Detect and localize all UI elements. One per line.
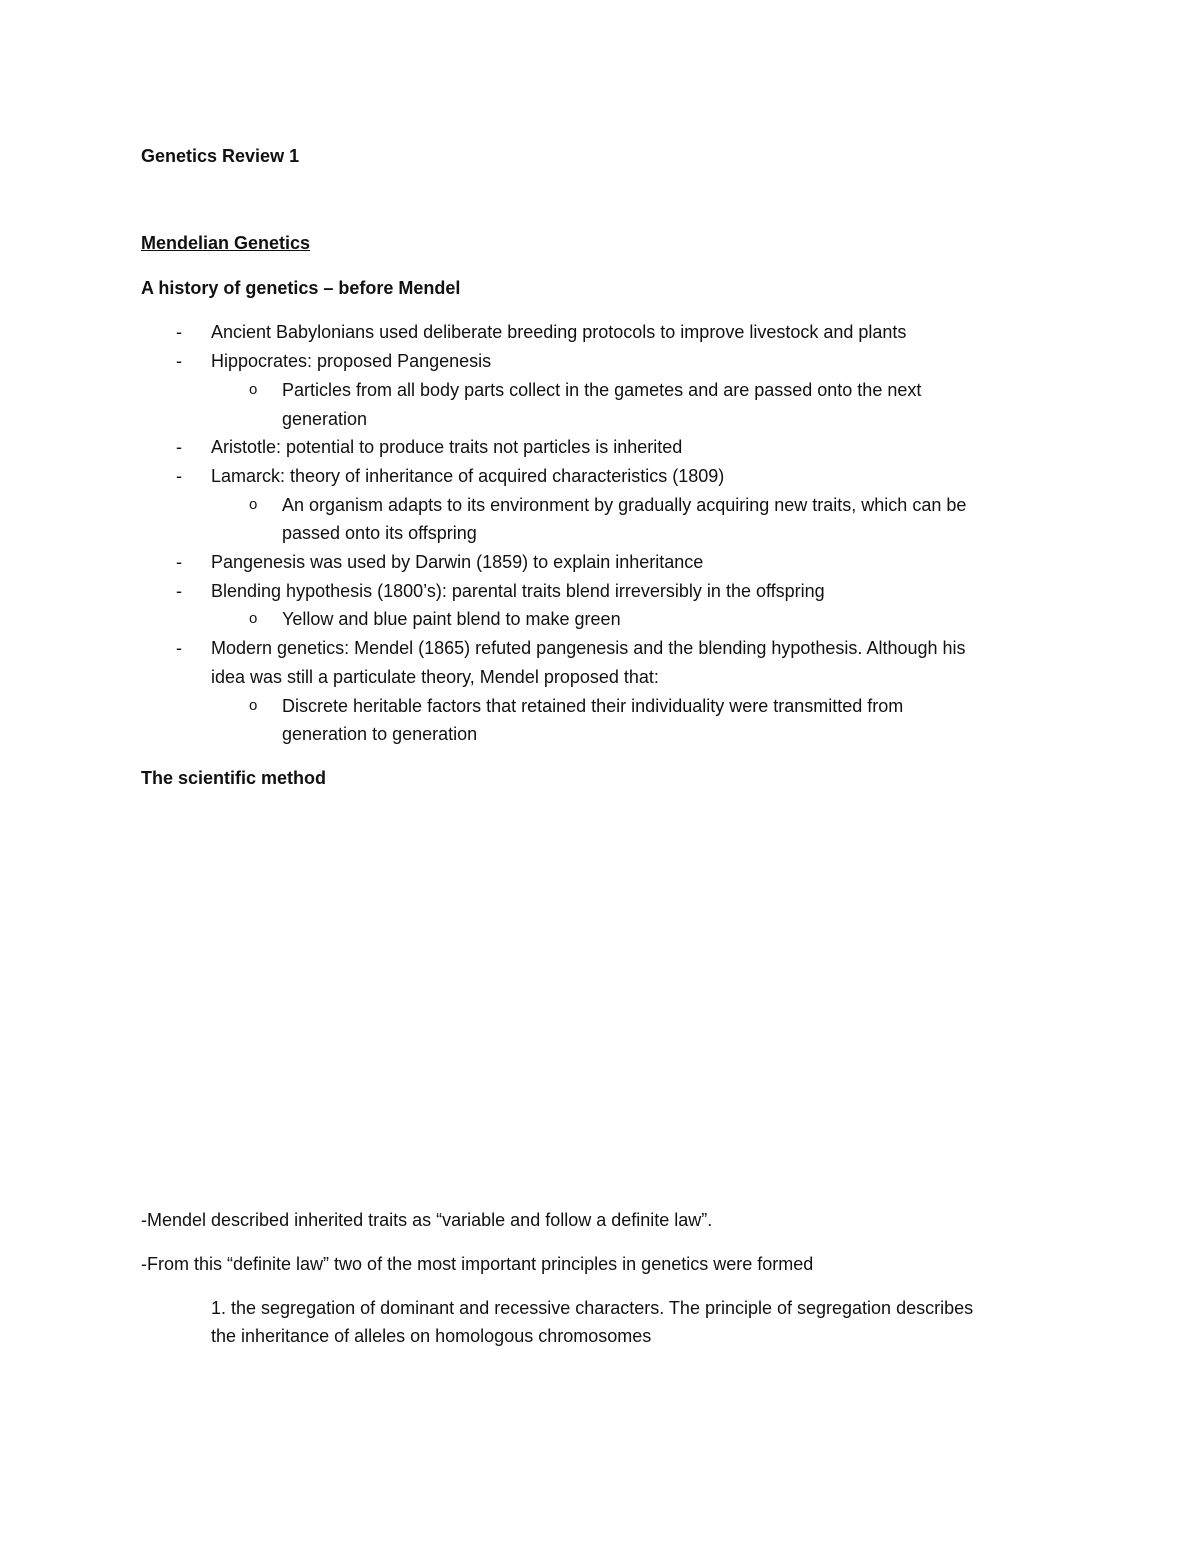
sub-bullet-marker: o xyxy=(249,610,258,627)
paragraph: -From this “definite law” two of the most important principles in genetics were formed xyxy=(141,1254,814,1274)
bullet-marker: - xyxy=(176,552,182,572)
list-item: Hippocrates: proposed Pangenesis xyxy=(211,351,492,371)
list-item: Lamarck: theory of inheritance of acquired characteristics (1809) xyxy=(211,466,725,486)
list-item: Pangenesis was used by Darwin (1859) to explain inheritance xyxy=(211,552,704,572)
bullet-marker: - xyxy=(176,581,182,601)
sub-list-item-continued: generation xyxy=(282,409,368,429)
sub-list-item-continued: passed onto its offspring xyxy=(282,523,477,543)
sub-list-item: Particles from all body parts collect in the gametes and are passed onto the next xyxy=(282,380,922,400)
list-item-continued: idea was still a particulate theory, Mendel proposed that: xyxy=(211,667,659,687)
sub-list-item: An organism adapts to its environment by gradually acquiring new traits, which can be xyxy=(282,495,967,515)
document-title: Genetics Review 1 xyxy=(141,146,300,166)
sub-list-item: Yellow and blue paint blend to make green xyxy=(282,609,621,629)
bullet-marker: - xyxy=(176,437,182,457)
paragraph: -Mendel described inherited traits as “variable and follow a definite law”. xyxy=(141,1210,713,1230)
bullet-marker: - xyxy=(176,351,182,371)
list-item: Modern genetics: Mendel (1865) refuted pangenesis and the blending hypothesis. Although his xyxy=(211,638,966,658)
principle-item-continued: the inheritance of alleles on homologous chromosomes xyxy=(211,1326,652,1346)
sub-list-item: Discrete heritable factors that retained their individuality were transmitted from xyxy=(282,696,904,716)
method-subheading: The scientific method xyxy=(141,768,327,788)
section-heading: Mendelian Genetics xyxy=(141,233,311,253)
sub-bullet-marker: o xyxy=(249,496,258,513)
list-item: Aristotle: potential to produce traits not particles is inherited xyxy=(211,437,683,457)
history-subheading: A history of genetics – before Mendel xyxy=(141,278,461,298)
bullet-marker: - xyxy=(176,638,182,658)
bullet-marker: - xyxy=(176,466,182,486)
list-item: Ancient Babylonians used deliberate breeding protocols to improve livestock and plants xyxy=(211,322,907,342)
sub-list-item-continued: generation to generation xyxy=(282,724,478,744)
bullet-marker: - xyxy=(176,322,182,342)
list-item: Blending hypothesis (1800’s): parental traits blend irreversibly in the offspring xyxy=(211,581,825,601)
sub-bullet-marker: o xyxy=(249,697,258,714)
principle-item: 1. the segregation of dominant and recessive characters. The principle of segregation describes xyxy=(211,1298,974,1318)
sub-bullet-marker: o xyxy=(249,381,258,398)
